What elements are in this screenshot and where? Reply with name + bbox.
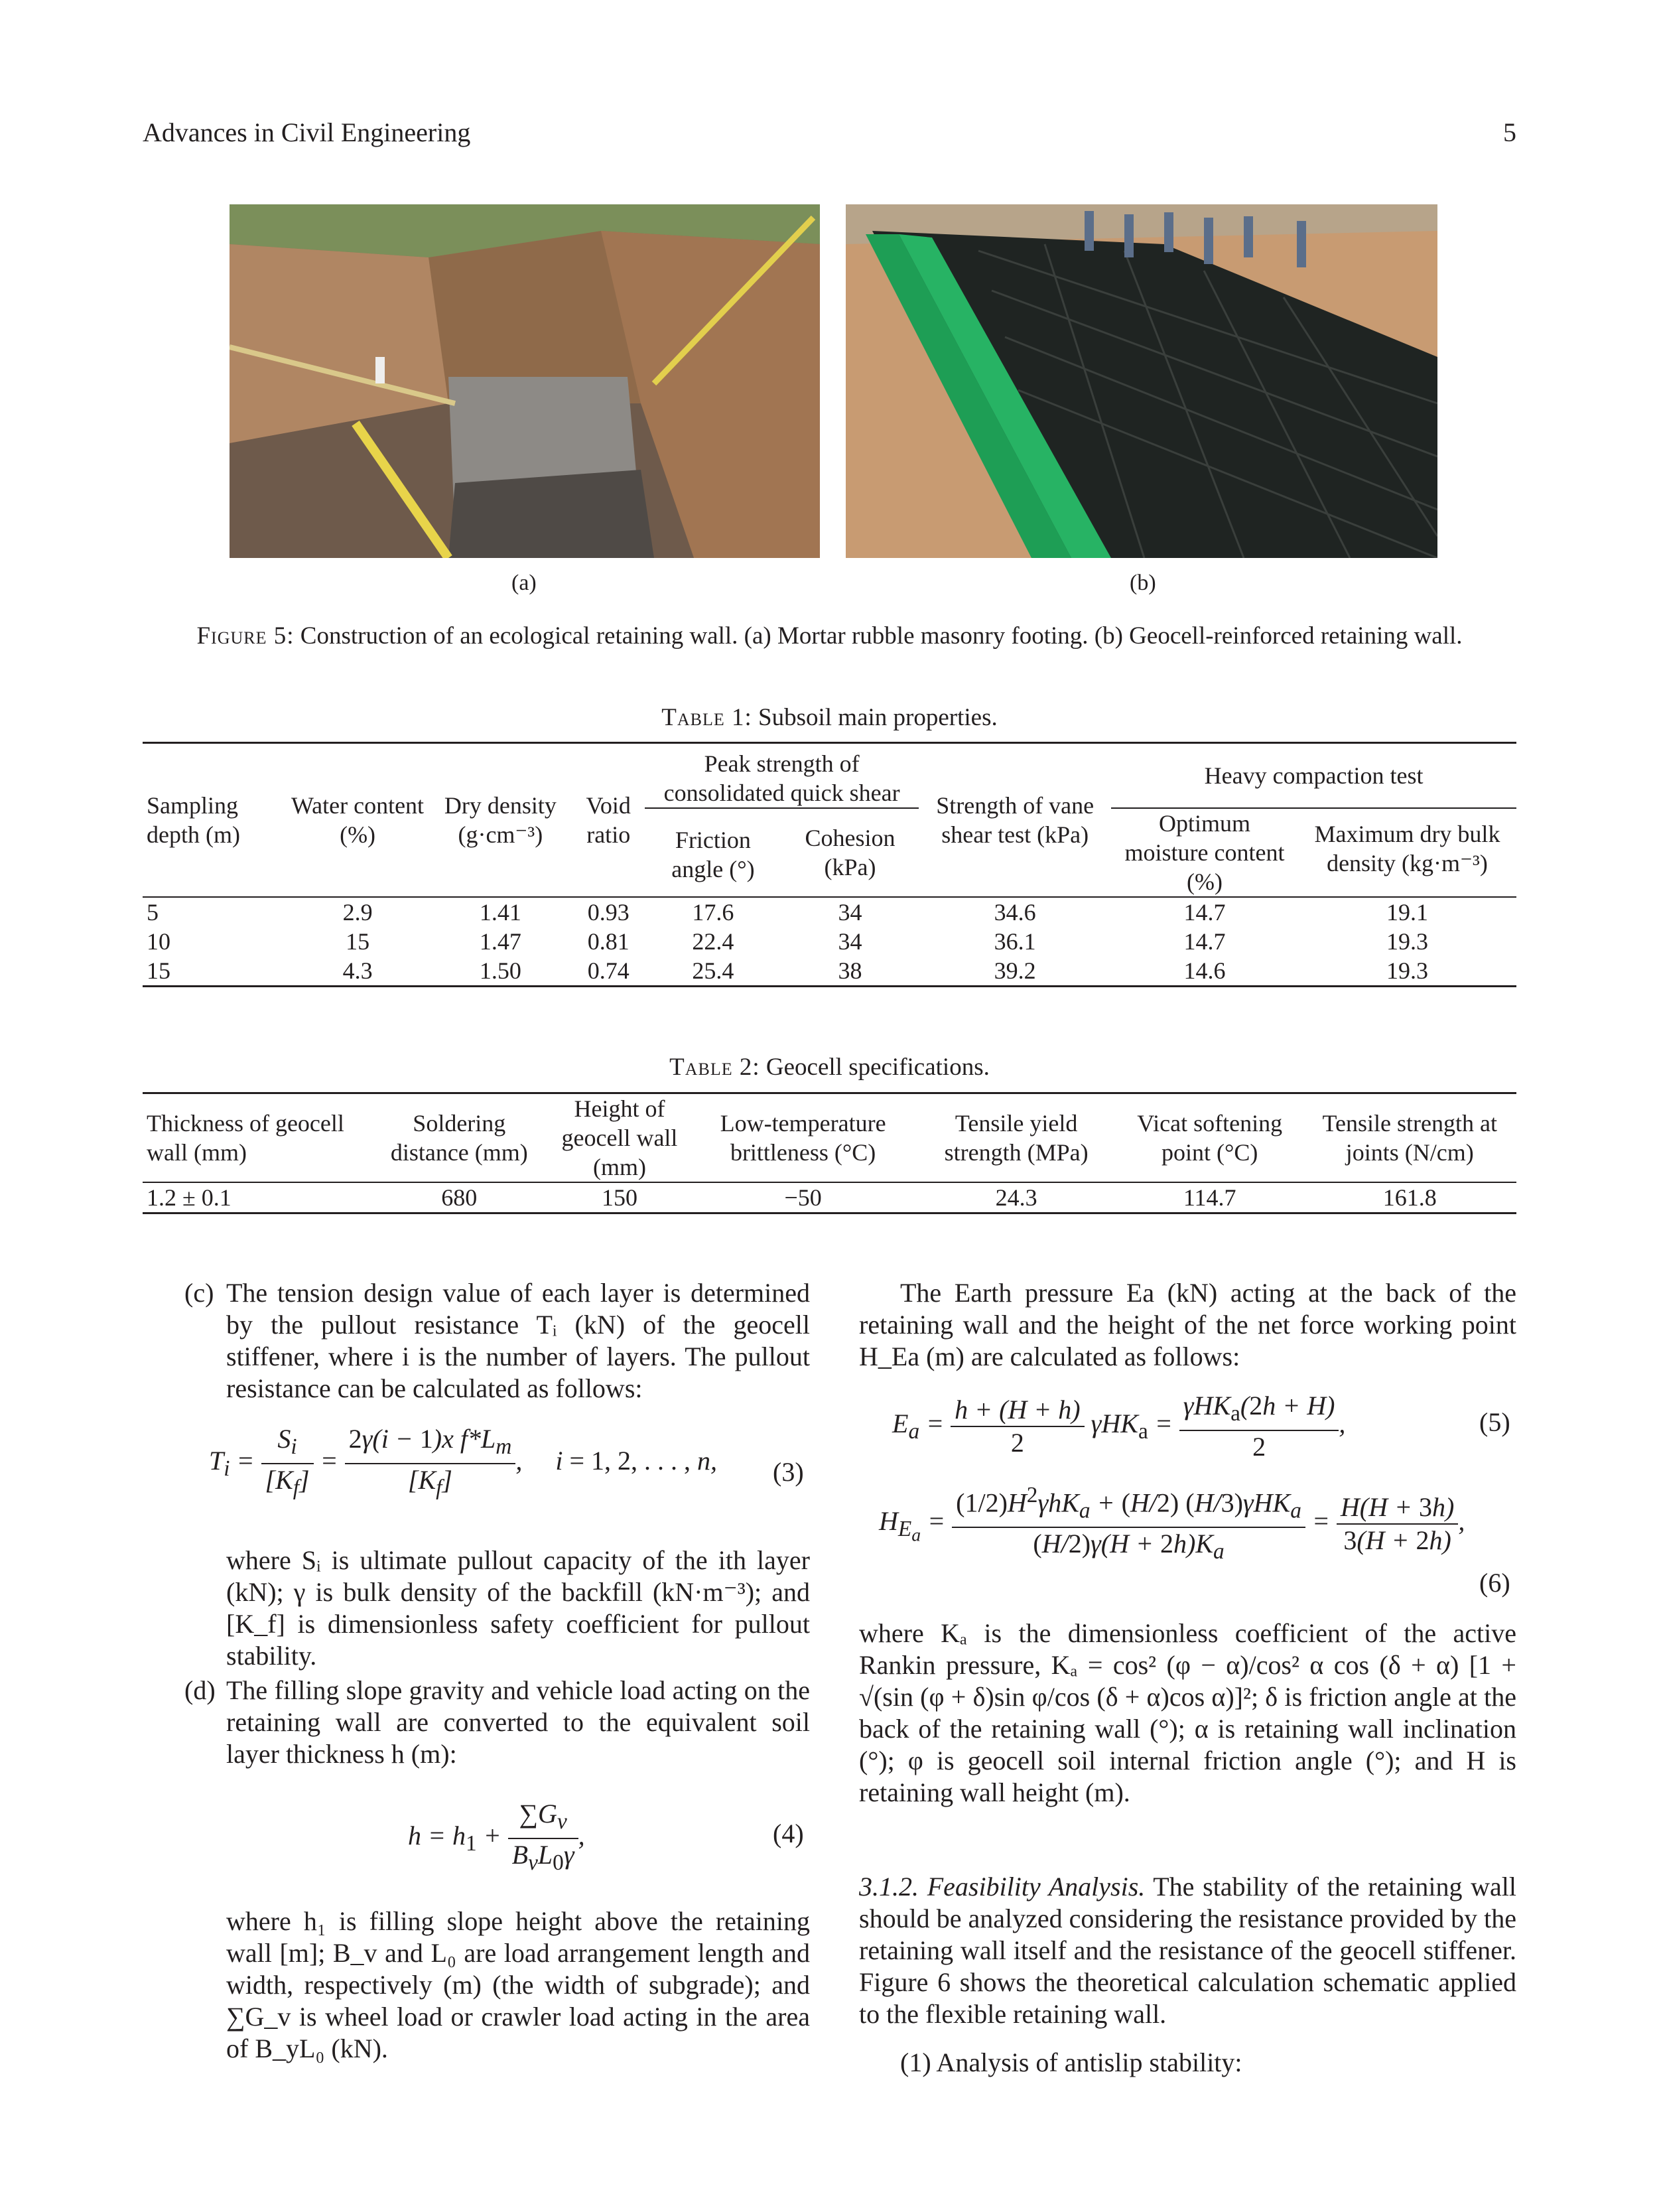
- table-cell: 114.7: [1183, 1184, 1236, 1211]
- table-cell: 15: [346, 928, 370, 955]
- table-cell: 14.7: [1183, 928, 1226, 955]
- table1-header: Friction angle (°): [671, 827, 755, 882]
- equation-3-number: (3): [773, 1457, 804, 1487]
- figure-caption-text: Construction of an ecological retaining wall. (a) Mortar rubble masonry footing. (b) Geocell-reinforced retaining wall.: [300, 622, 1463, 650]
- table1-header: Dry density (g·cm⁻³): [444, 792, 557, 848]
- table1-caption-label: Table 1:: [661, 704, 752, 731]
- table-cell: 19.3: [1386, 928, 1428, 955]
- photo-geocell-wall: [846, 204, 1437, 558]
- table-cell: 4.3: [342, 957, 373, 984]
- item-d-label: (d): [184, 1675, 216, 1705]
- table-cell: 24.3: [995, 1184, 1037, 1211]
- table-cell: 150: [601, 1184, 637, 1211]
- equation-5: $E_a$ = $\frac{h + (H + h)}{2}$ γHK$_a$ = $\frac{\gamma HK_a(2h + H)}{2}$ ,: [892, 1391, 1346, 1462]
- after-eq4-text: where h₁ is filling slope height above the retaining wall [m]; B_v and L₀ are load arrangement length and width, respectively (m) (the width of subgrade); and ∑G_v is wheel load or crawler load acting in the area of B_yL₀ (kN).: [226, 1906, 810, 2063]
- table-cell: 36.1: [994, 928, 1036, 955]
- table1-header: Strength of vane shear test (kPa): [936, 792, 1095, 848]
- table-cell: 1.2 ± 0.1: [147, 1184, 232, 1211]
- table-cell: 0.81: [587, 928, 630, 955]
- equation-4-number: (4): [773, 1819, 804, 1848]
- after-eq3-text: where Sᵢ is ultimate pullout capacity of the ith layer (kN); γ is bulk density of the backfill (kN·m⁻³); and [K_f] is dimensionless safety coefficient for pullout stability.: [226, 1545, 810, 1671]
- table1-group-heavy: Heavy compaction test: [1111, 743, 1516, 809]
- table-cell: 19.1: [1386, 899, 1428, 926]
- figure-caption-label: Figure 5:: [196, 622, 295, 650]
- equation-6: $H_{E_a}$ = $\frac{(1/2)H^2\gamma hK_a + (H/2) (H/3)\gamma HK_a}{(H/2)\gamma(H + 2h)K_a}$ = $\frac{H(H + 3h)}{3(H + 2h)}$ ,: [879, 1480, 1516, 1568]
- table-cell: 1.47: [479, 928, 521, 955]
- right-intro-text: The Earth pressure Ea (kN) acting at the back of the retaining wall and the height of the net force working point H_Ea (m) are calculated as follows:: [859, 1278, 1516, 1371]
- table-cell: 1.50: [479, 957, 521, 984]
- table-cell: 25.4: [692, 957, 734, 984]
- table1-header: Void ratio: [586, 792, 631, 848]
- table2-header: Tensile yield strength (MPa): [944, 1110, 1089, 1166]
- table-cell: 19.3: [1386, 957, 1428, 984]
- table-cell: 22.4: [692, 928, 734, 955]
- photo-mortar-rubble-footing: [230, 204, 820, 558]
- table2-header: Thickness of geocell wall (mm): [147, 1110, 344, 1166]
- section-text: The stability of the retaining wall should be analyzed considering the resistance provided by the retaining wall itself and the resistance of the geocell stiffener. Figure 6 shows the theoretical calculation schematic applied to the flexible retaining wall.: [859, 1872, 1516, 2029]
- table-cell: 34: [838, 899, 862, 926]
- table2-caption-label: Table 2:: [669, 1054, 760, 1081]
- table-cell: 38: [838, 957, 862, 984]
- table1-caption-text: Subsoil main properties.: [758, 704, 998, 731]
- table2-header: Height of geocell wall (mm): [561, 1095, 678, 1180]
- journal-title: Advances in Civil Engineering: [143, 117, 471, 147]
- table1-header: Water content (%): [291, 792, 425, 848]
- table-cell: 17.6: [692, 899, 734, 926]
- after-eq6-text: where Kₐ is the dimensionless coefficient of the active Rankin pressure, Kₐ = cos² (φ − α)/cos² α cos (δ + α) [1 + √(sin (φ + δ)sin φ/cos (δ + α)cos α)]²; δ is friction angle at the back of the retaining wall (°); α is retaining wall inclination (°); φ is geocell soil internal friction angle (°); and H is retaining wall height (m).: [859, 1618, 1516, 1807]
- figure-caption: [143, 620, 1516, 652]
- table1-header: Maximum dry bulk density (kg·m⁻³): [1314, 821, 1500, 876]
- table2-caption-text: Geocell specifications.: [765, 1054, 990, 1081]
- table1-caption: [143, 702, 1516, 734]
- section-heading: 3.1.2. Feasibility Analysis.: [859, 1872, 1146, 1901]
- page-number: 5: [1503, 117, 1516, 147]
- subfigure-label-a: (a): [511, 571, 537, 595]
- table1-header: Cohesion (kPa): [805, 825, 896, 880]
- table1-header: Optimum moisture content (%): [1124, 810, 1285, 895]
- table-cell: −50: [784, 1184, 822, 1211]
- table-cell: 14.7: [1183, 899, 1226, 926]
- item-1-text: (1) Analysis of antislip stability:: [900, 2047, 1242, 2077]
- equation-3: $T_i$ = $\frac{S_i}{[K_f]}$ = $\frac{2\gamma(i - 1)x f*L_m}{[K_f]}$ , i = 1, 2, . . . , n,: [209, 1424, 717, 1500]
- table-cell: 34.6: [994, 899, 1036, 926]
- item-c-label: (c): [184, 1278, 214, 1308]
- table-cell: 15: [147, 957, 170, 984]
- table2-header: Vicat softening point (°C): [1137, 1110, 1283, 1166]
- table-cell: 39.2: [994, 957, 1036, 984]
- item-c-text: The tension design value of each layer is determined by the pullout resistance Tᵢ (kN) of the geocell stiffener, where i is the number of layers. The pullout resistance can be calculated as follows:: [226, 1278, 810, 1403]
- table-cell: 2.9: [342, 899, 373, 926]
- equation-6-number: (6): [1479, 1568, 1510, 1598]
- table-cell: 14.6: [1183, 957, 1226, 984]
- equation-5-number: (5): [1479, 1407, 1510, 1437]
- item-d-text: The filling slope gravity and vehicle load acting on the retaining wall are converted to the equivalent soil layer thickness h (m):: [226, 1675, 810, 1769]
- table-cell: 0.74: [587, 957, 630, 984]
- table-cell: 161.8: [1382, 1184, 1437, 1211]
- table2-header: Soldering distance (mm): [390, 1110, 528, 1166]
- table1-group-peak: Peak strength of consolidated quick shear: [645, 743, 919, 809]
- table2-header: Low-temperature brittleness (°C): [720, 1110, 886, 1166]
- table-cell: 1.41: [479, 899, 521, 926]
- table-cell: 0.93: [587, 899, 630, 926]
- table-cell: 34: [838, 928, 862, 955]
- subfigure-label-b: (b): [1130, 571, 1156, 595]
- table-cell: 680: [441, 1184, 478, 1211]
- table2: [143, 1092, 1516, 1214]
- table1: [143, 742, 1516, 987]
- section-3-1-2: [859, 1871, 1516, 2030]
- table2-caption: [143, 1052, 1516, 1083]
- table-cell: 5: [147, 899, 159, 926]
- table2-header: Tensile strength at joints (N/cm): [1322, 1110, 1497, 1166]
- table1-header: Sampling depth (m): [147, 792, 240, 848]
- table-cell: 10: [147, 928, 170, 955]
- equation-4: $h = h_1$ + $\frac{\sum G_v}{B_vL_0\gamma}$ ,: [408, 1799, 585, 1875]
